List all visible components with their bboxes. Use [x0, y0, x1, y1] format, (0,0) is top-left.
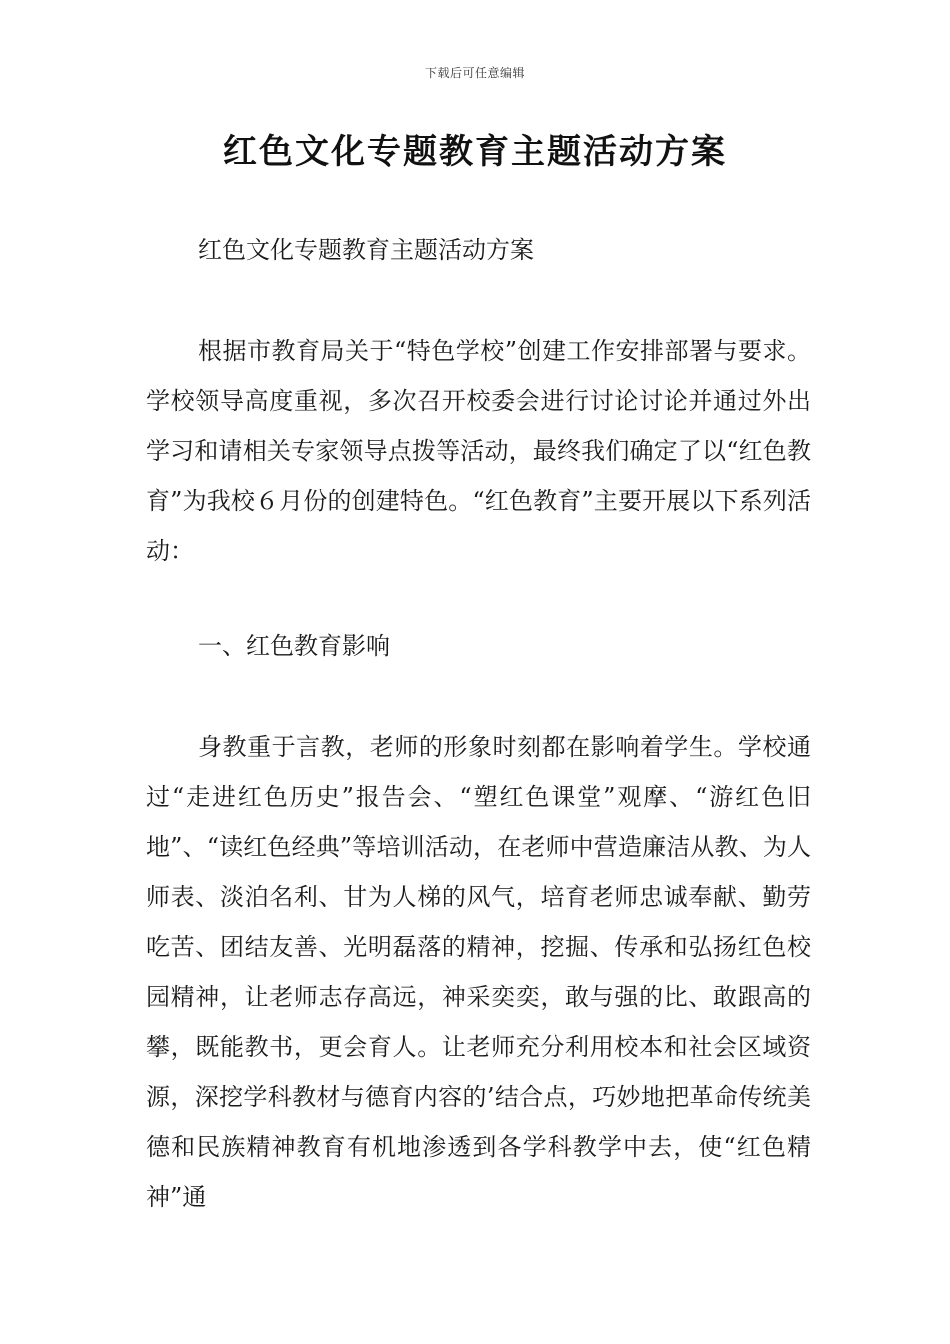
document-subtitle: 红色文化专题教育主题活动方案 [198, 236, 534, 264]
section-1-paragraph: 身教重于言教，老师的形象时刻都在影响着学生。学校通过“走进红色历史”报告会、“塑红色课堂”观摩、“游红色旧地”、“读红色经典”等培训活动，在老师中营造廉洁从教、为人师表、淡泊名利、甘为人梯的风气，培育老师忠诚奉献、勤劳吃苦、团结友善、光明磊落的精神，挖掘、传承和弘扬红色校园精神，让老师志存高远，神采奕奕，敢与强的比、敢跟高的攀，既能教书，更会育人。让老师充分利用校本和社会区域资源，深挖学科教材与德育内容的’结合点，巧妙地把革命传统美德和民族精神教育有机地渗透到各学科教学中去，使“红色精神”通 [146, 733, 811, 1211]
document-title: 红色文化专题教育主题活动方案 [223, 132, 727, 172]
section-heading-1: 一、红色教育影响 [198, 632, 390, 660]
download-note: 下载后可任意编辑 [424, 66, 525, 80]
intro-paragraph: 根据市教育局关于“特色学校”创建工作安排部署与要求。学校领导高度重视，多次召开校委会进行讨论讨论并通过外出学习和请相关专家领导点拨等活动，最终我们确定了以“红色教育”为我校６月份的创建特色。“红色教育”主要开展以下系列活动： [146, 337, 811, 565]
